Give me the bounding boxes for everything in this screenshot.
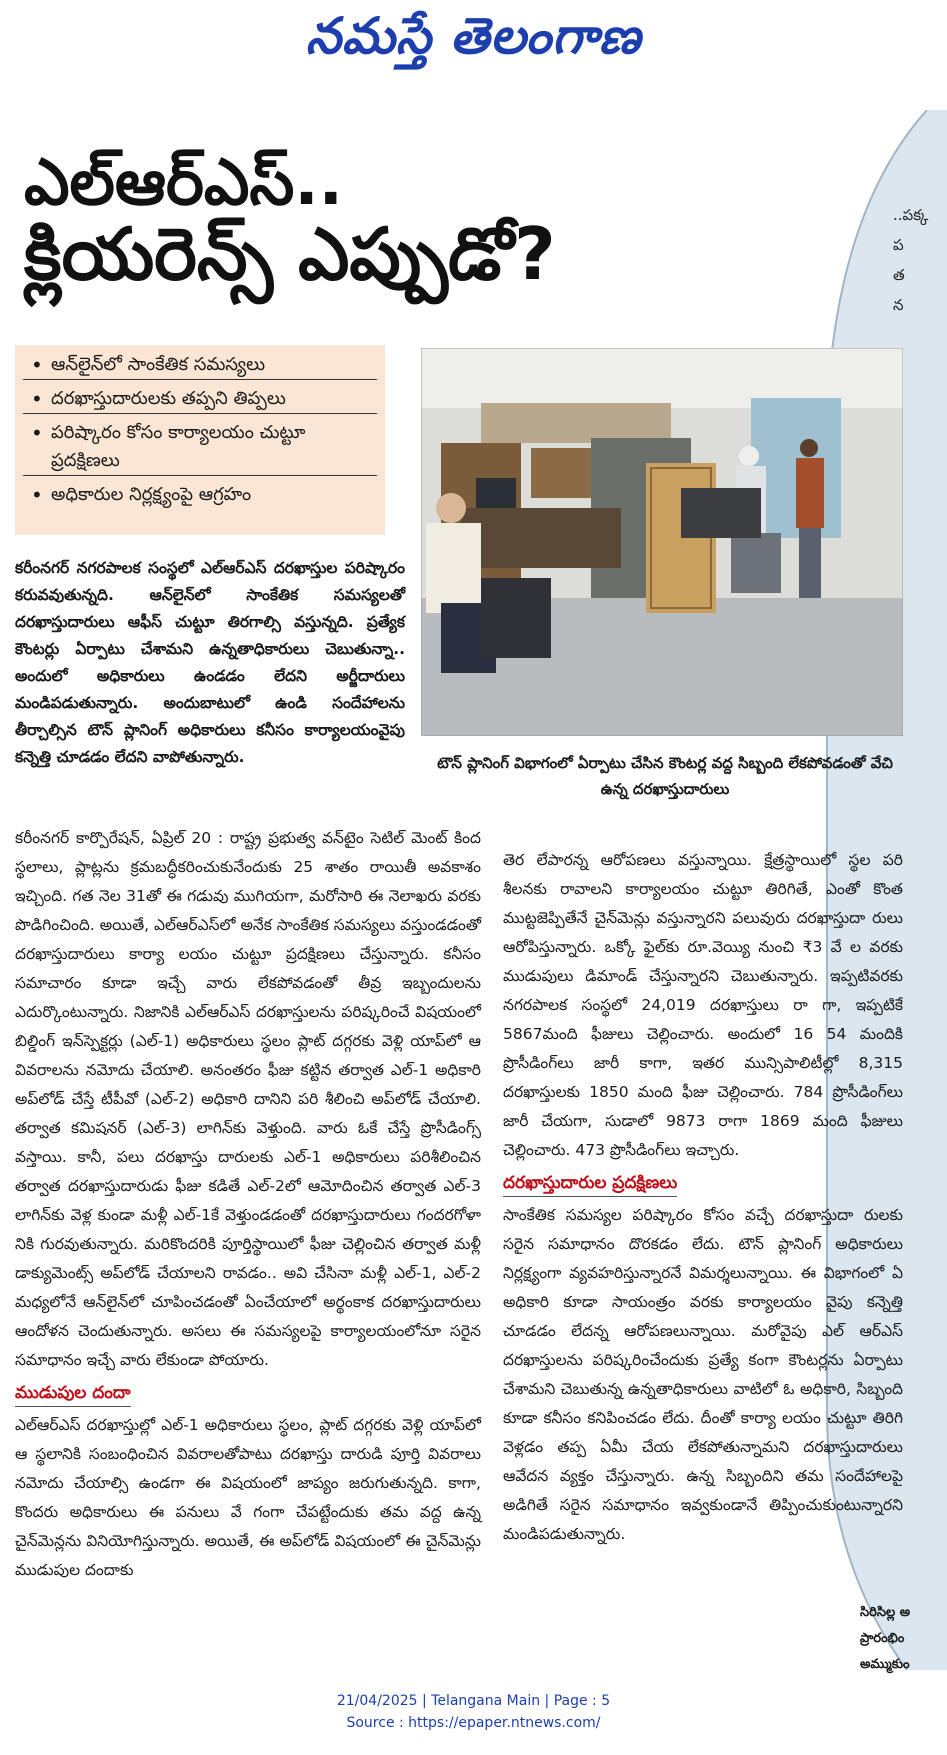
- side-text-line: త: [893, 266, 905, 284]
- paragraph: తెర లేపారన్న ఆరోపణలు వస్తున్నాయి. క్షేత్రస్థాయిలో స్థల పరి శీలనకు రావాలని కార్యాలయం చుట్టూ తిరిగితే, ఎంతో కొంత ముట్టజెప్పితేనే చైన్‌మెన్లు వస్తున్నారని పలువురు దరఖాస్తుదా రులు ఆరోపిస్తున్నారు. ఒక్కో ఫైల్‌కు రూ.వెయ్యి నుంచి ₹3 వే ల వరకు ముడుపులు డిమాండ్‌ చేస్తున్నారని చెబుతున్నారు. ఇప్పటివరకు నగరపాలక సంస్థలో 24,019 దరఖాస్తులు రా గా, ఇప్పటికే 5867మంది ఫీజులు చెల్లించారు. అందులో 16 54 మందికి ప్రొసీడింగ్‌లు జారీ కాగా, ఇతర మున్సిపాలిటీల్లో 8,315 దరఖాస్తులకు 1850 మంది ఫీజు చెల్లించారు. 784 ప్రొసీడింగ్‌లు జారీ చేయగా, సుడాలో 9873 రాగా 1869 మంది ఫీజులు చెల్లించారు. 473 ప్రొసీడింగ్‌లు ఇచ్చారు.: [503, 851, 903, 1159]
- adjacent-article-snippet: [893, 200, 943, 320]
- photo-caption: టౌన్‌ ప్లానింగ్‌ విభాగంలో ఏర్పాటు చేసిన కౌంటర్ల వద్ద సిబ్బంది లేకపోవడంతో వేచి ఉన్న దరఖాస్తుదారులు: [437, 754, 893, 798]
- article-headline: [24, 146, 824, 297]
- article-column-2: [503, 846, 903, 1549]
- subheading-text: దరఖాస్తుదారుల ప్రదక్షిణలు: [503, 1173, 677, 1197]
- adjacent-caption-line: సిరిసిల్ల అ: [860, 1605, 911, 1620]
- article-column-1: [15, 824, 481, 1585]
- headline-line-1: ఎల్‌ఆర్‌ఎస్‌..: [24, 146, 343, 220]
- adjacent-article-caption: [860, 1600, 947, 1678]
- highlight-item: • ఆన్‌లైన్‌లో సాంకేతిక సమస్యలు: [23, 351, 377, 380]
- page-footer: [0, 1690, 947, 1734]
- paragraph: కరీంనగర్‌ కార్పొరేషన్‌, ఏప్రిల్‌ 20 : రాష్ట్ర ప్రభుత్వ వన్‌టైం సెటిల్‌ మెంట్‌ కింద స్థలాలు, ప్లాట్లను క్రమబద్ధీకరించుకునేందుకు 25 శాతం రాయితీ అవకాశం ఇచ్చింది. గత నెల 31తో ఈ గడువు ముగియగా, మరోసారి ఈ నెలాఖరు వరకు పొడిగించింది. అయితే, ఎల్‌ఆర్‌ఎస్‌లో అనేక సాంకేతిక సమస్యలు వస్తుండడంతో దరఖాస్తుదారులు కార్యా లయం చుట్టూ ప్రదక్షిణలు చేస్తున్నారు. కనీసం సమాచారం కూడా ఇచ్చే వారు లేకపోవడంతో తీవ్ర ఇబ్బందులను ఎదుర్కొంటున్నారు. నిజానికి ఎల్‌ఆర్‌ఎస్‌ దరఖాస్తులను పరిష్కరించే విషయంలో బిల్డింగ్‌ ఇన్‌స్పెక్టర్లు (ఎల్‌-1) అధికారులు స్థలం ప్లాట్‌ దగ్గరకు వెళ్లి యాప్‌లో ఆ వివరాలను నమోదు చేయాలి. అనంతరం ఫీజు కట్టిన తర్వాత ఎల్‌-1 అధికారి అప్‌లోడ్‌ చేస్తే టీపీవో (ఎల్‌-2) అధికారి దానిని పరి శీలించి అప్‌లోడ్‌ చేయాలి. తర్వాత కమిషనర్‌ (ఎల్‌-3) లాగిన్‌కు వెళ్తుంది. వారు ఓకే చేస్తే ప్రొసీడింగ్స్‌ వస్తాయి. కానీ, పలు దరఖాస్తు దారులకు ఎల్‌-1 అధికారులు పరిశీలించిన తర్వాత దరఖాస్తుదారుడు ఫీజు కడితే ఎల్‌-2లో ఆమోదించిన తర్వాత ఎల్‌-3 లాగిన్‌కు వెళ్ల కుండా మళ్లీ ఎల్‌-1కే వెళ్తుండడంతో దరఖాస్తుదారులు గందరగోళా నికి గురవుతున్నారు. మరికొందరికి పూర్తిస్థాయిలో ఫీజు చెల్లించిన తర్వాత మళ్లీ డాక్యుమెంట్స్‌ అప్‌లోడ్‌ చేయాలని రావడం.. అవి చేసినా మళ్లీ ఎల్‌-1, ఎల్‌-2 మధ్యలోనే ఆన్‌లైన్‌లో చూపించడంతో ఏంచేయాలో అర్థంకాక దరఖాస్తుదారులు ఆందోళన చెందుతున్నారు. అసలు ఈ సమస్యలపై కార్యాలయంలోనూ సరైన సమాధానం ఇచ్చే వారు లేకుండా పోయారు.: [15, 829, 481, 1369]
- paragraph: ఎల్‌ఆర్‌ఎస్‌ దరఖాస్తుల్లో ఎల్‌-1 అధికారులు స్థలం, ప్లాట్‌ దగ్గరకు వెళ్లి యాప్‌లో ఆ స్థలానికి సంబంధించిన వివరాలతోపాటు దరఖాస్తు దారుడి పూర్తి వివరాలు నమోదు చేయాల్సి ఉండగా ఈ విషయంలో జాప్యం జరుగుతున్నది. కాగా, కొందరు అధికారులు ఈ పనులు వే గంగా చేపట్టేందుకు తమ వద్ద ఉన్న చైన్‌మెన్లను వినియోగిస్తున్నారు. అయితే, ఈ అప్‌లోడ్‌ విషయంలో ఈ చైన్‌మెన్లు ముడుపుల దందాకు: [15, 1416, 481, 1579]
- section-subheading: [15, 1375, 481, 1411]
- adjacent-caption-line: అమ్ముకుం: [860, 1657, 910, 1672]
- footer-date-line: 21/04/2025 | Telangana Main | Page : 5: [336, 1693, 611, 1709]
- highlight-item: • దరఖాస్తుదారులకు తప్పని తిప్పలు: [23, 385, 377, 414]
- footer-source-link[interactable]: Source : https://epaper.ntnews.com/: [346, 1715, 601, 1731]
- paragraph: సాంకేతిక సమస్యల పరిష్కారం కోసం వచ్చే దరఖాస్తుదా రులకు సరైన సమాధానం దొరకడం లేదు. టౌన్‌ ప్లానింగ్‌ అధికారులు నిర్లక్ష్యంగా వ్యవహరిస్తున్నారనే విమర్శలున్నాయి. ఈ విభాగంలో ఏ అధికారి కూడా సాయంత్రం వరకు కార్యాలయం వైపు కన్నెత్తి చూడడం లేదన్న ఆరోపణలున్నాయి. మరోవైపు ఎల్‌ ఆర్‌ఎస్‌ దరఖాస్తులను పరిష్కరించేందుకు ప్రత్యే కంగా కౌంటర్లను ఏర్పాటు చేశామని చెబుతున్న ఉన్నతాధికారులు వాటిలో ఓ అధికారి, సిబ్బంది కూడా కనీసం కనిపించడం లేదు. దీంతో కార్యా లయం చుట్టూ తిరిగి వెళ్లడం తప్ప ఏమీ చేయ లేకపోతున్నామని దరఖాస్తుదారులు ఆవేదన వ్యక్తం చేస్తున్నారు. ఉన్న సిబ్బందిని తమ సందేహాలపై అడిగితే సరైన సమాధానం ఇవ్వకుండానే తిప్పించుకుంటున్నారని మండిపడుతున్నారు.: [503, 1206, 903, 1543]
- masthead-logo: నమస్తే తెలంగాణ: [305, 6, 642, 65]
- section-subheading: [503, 1165, 903, 1201]
- article-intro: కరీంనగర్‌ నగరపాలక సంస్థలో ఎల్‌ఆర్‌ఎస్‌ దరఖాస్తుల పరిష్కారం కరువవుతున్నది. ఆన్‌లైన్‌లో సాంకేతిక సమస్యలతో దరఖాస్తుదారులు ఆఫీస్‌ చుట్టూ తిరగాల్సి వస్తున్నది. ప్రత్యేక కౌంటర్లు ఏర్పాటు చేశామని ఉన్నతాధికారులు చెబుతున్నా.. అందులో అధికారులు ఉండడం లేదని అర్జీదారులు మండిపడుతున్నారు. అందుబాటులో ఉండి సందేహాలను తీర్చాల్సిన టౌన్‌ ప్లానింగ్‌ అధికారులు కనీసం కార్యాలయంవైపు కన్నెత్తి చూడడం లేదని వాపోతున్నారు.: [15, 559, 405, 766]
- side-text-line: న: [893, 296, 904, 314]
- highlight-item: • పరిష్కారం కోసం కార్యాలయం చుట్టూ ప్రదక్షిణలు: [23, 419, 377, 476]
- highlights-box: [15, 345, 385, 535]
- side-text-line: ..పక్క: [893, 206, 929, 224]
- headline-line-2: క్లియరెన్స్‌ ఎప్పుడో?: [24, 212, 556, 297]
- office-photo: [421, 348, 903, 736]
- highlight-item: • అధికారుల నిర్లక్ష్యంపై ఆగ్రహం: [23, 481, 377, 509]
- side-text-line: ప: [893, 236, 904, 254]
- adjacent-caption-line: ప్రారంభిం: [860, 1631, 905, 1646]
- subheading-text: ముడుపుల దందా: [15, 1383, 131, 1407]
